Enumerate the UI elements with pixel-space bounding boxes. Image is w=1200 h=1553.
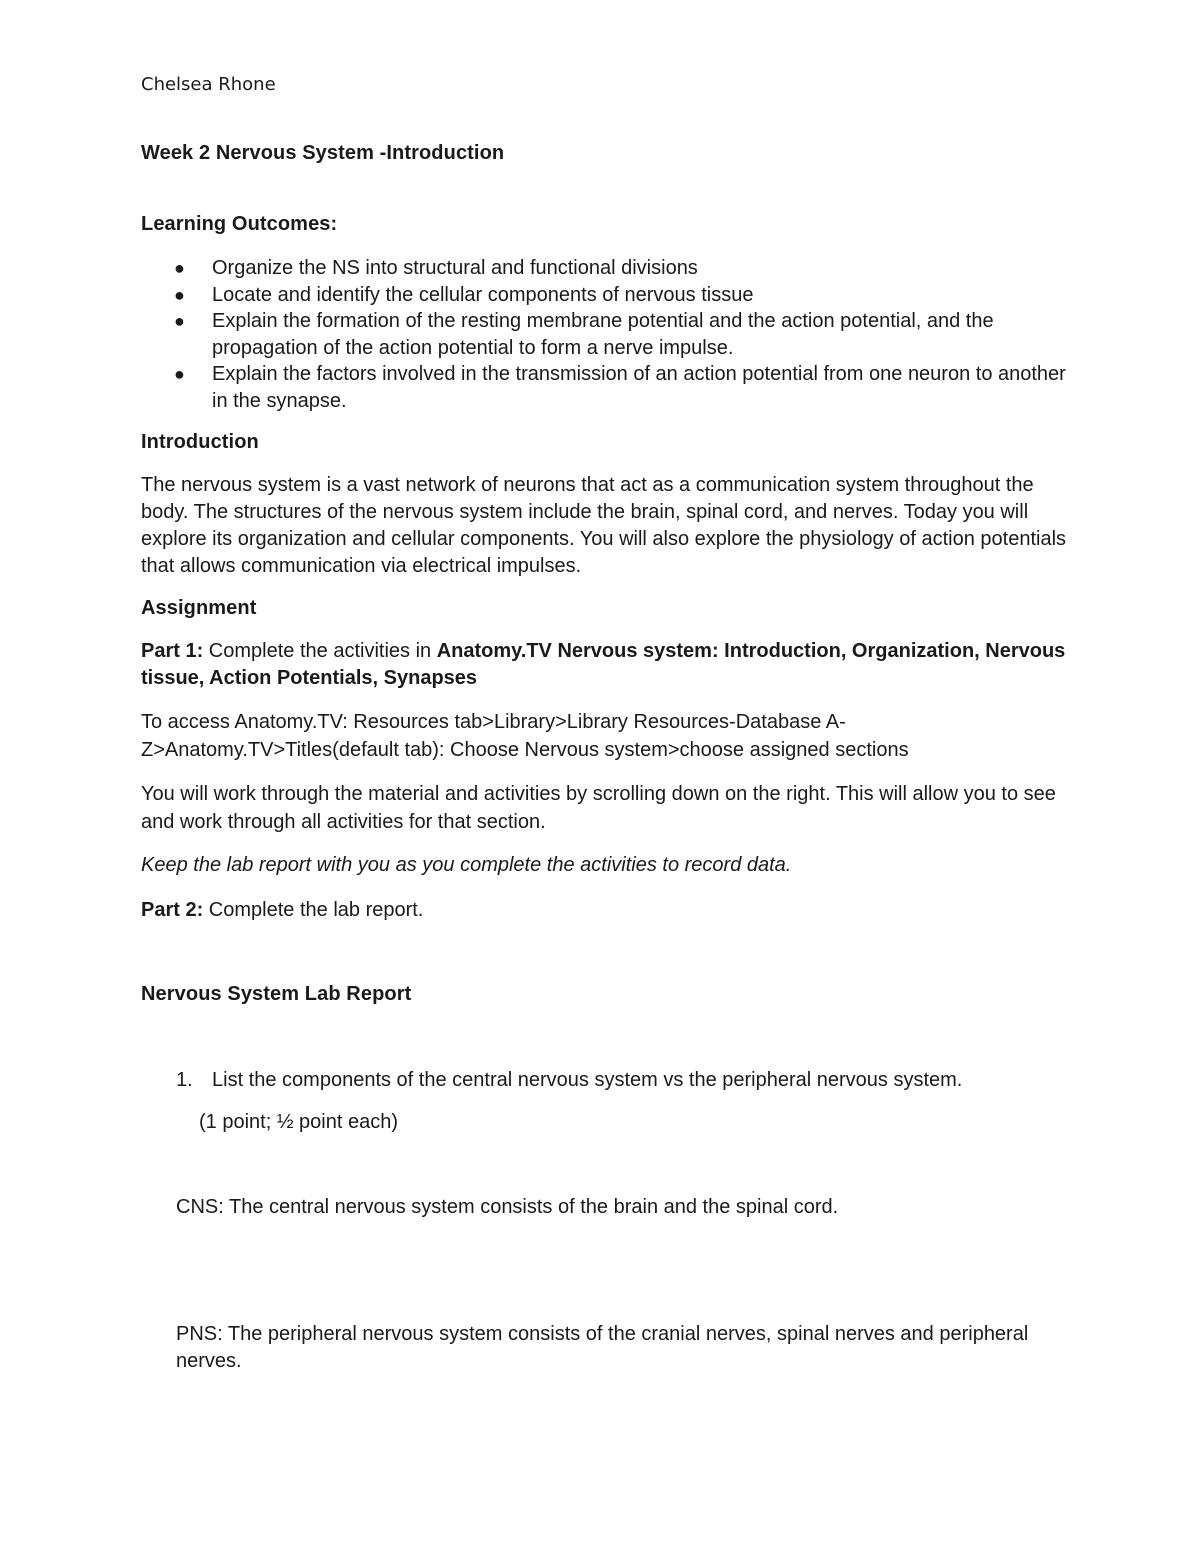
part1-label: Part 1:: [141, 640, 204, 662]
part1-paragraph: [141, 638, 1071, 692]
introduction-heading: Introduction: [141, 431, 259, 453]
list-item: ● Organize the NS into structural and functional divisions: [141, 255, 1071, 282]
bullet-icon: ●: [174, 364, 185, 384]
keep-lab-report-note: Keep the lab report with you as you complete the activities to record data.: [141, 854, 792, 876]
list-item: ● Locate and identify the cellular components of nervous tissue: [141, 282, 1071, 309]
scroll-instructions: You will work through the material and activities by scrolling down on the right. This will allow you to see and work through all activities for that section.: [141, 783, 1056, 833]
list-item: ● Explain the formation of the resting membrane potential and the action potential, and the propagation of the action potential to form a nerve impulse.: [174, 310, 994, 359]
bullet-icon: ●: [174, 311, 185, 331]
list-item: ● Explain the factors involved in the transmission of an action potential from one neuron to another in the synapse.: [174, 363, 1066, 412]
part2-label: Part 2:: [141, 899, 204, 921]
part2-text: Complete the lab report.: [203, 899, 424, 921]
pns-answer: PNS: The peripheral nervous system consists of the cranial nerves, spinal nerves and peripheral nerves.: [176, 1323, 1029, 1372]
introduction-body: The nervous system is a vast network of neurons that act as a communication system throughout the body. The structures of the nervous system include the brain, spinal cord, and nerves. Today you will explore its organization and cellular components. You will also explore the physiology of action potentials that allows communication via electrical impulses.: [141, 474, 1067, 577]
part2-paragraph: [141, 897, 1071, 924]
part1-bold-text: Anatomy.TV Nervous system: Introduction, Organization, Nervous tissue, Action Potentials, Synapses: [141, 640, 1066, 689]
part1-text: Complete the activities in: [203, 640, 437, 662]
access-instructions: To access Anatomy.TV: Resources tab>Library>Library Resources-Database A-Z>Anatomy.TV>Titles(default tab): Choose Nervous system>choose assigned sections: [141, 711, 909, 761]
question-text: List the components of the central nervous system vs the peripheral nervous system.: [212, 1069, 963, 1091]
learning-outcomes-list: [141, 255, 1071, 414]
learning-outcomes-heading: Learning Outcomes:: [141, 213, 338, 235]
bullet-icon: ●: [174, 258, 185, 278]
question-number: 1.: [176, 1069, 193, 1091]
bullet-icon: ●: [174, 284, 185, 305]
question-1-points: (1 point; ½ point each): [199, 1111, 399, 1133]
cns-answer: CNS: The central nervous system consists of the brain and the spinal cord.: [176, 1196, 839, 1218]
assignment-heading: Assignment: [141, 597, 257, 619]
document-title: Week 2 Nervous System -Introduction: [141, 142, 505, 164]
question-1: [176, 1067, 962, 1094]
lab-report-heading: Nervous System Lab Report: [141, 983, 412, 1005]
author-name: Chelsea Rhone: [141, 74, 276, 95]
